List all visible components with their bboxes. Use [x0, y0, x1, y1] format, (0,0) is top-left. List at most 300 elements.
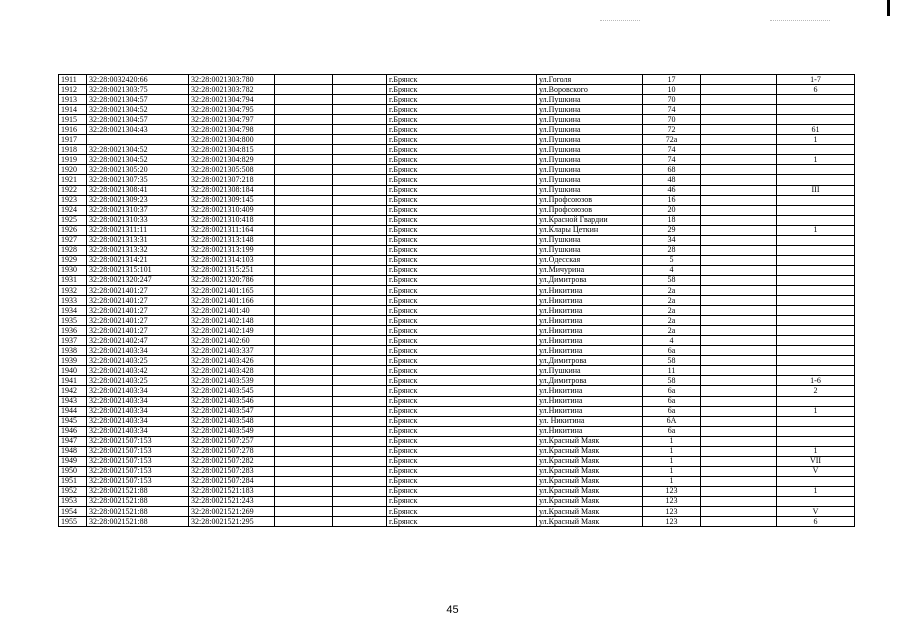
cell-row-index: 1937 [59, 336, 87, 346]
cell-empty-col-c [701, 205, 777, 215]
cell-house-number: 58 [643, 275, 701, 285]
cell-street: ул.Воровского [537, 85, 643, 95]
cell-row-index: 1951 [59, 476, 87, 486]
cell-row-index: 1913 [59, 95, 87, 105]
table-row [59, 476, 855, 486]
cell-row-index: 1912 [59, 85, 87, 95]
cell-cadastral-number: 32:28:0021521:183 [189, 486, 275, 496]
cell-empty-col-a [275, 205, 333, 215]
cell-empty-col-b [333, 366, 387, 376]
cell-old-cadastral-number: 32:28:0021307:35 [87, 175, 189, 185]
cell-apartment [777, 426, 855, 436]
cell-row-index: 1929 [59, 255, 87, 265]
cell-apartment [777, 306, 855, 316]
cell-apartment [777, 275, 855, 285]
cell-empty-col-b [333, 155, 387, 165]
cell-empty-col-c [701, 185, 777, 195]
cell-empty-col-a [275, 225, 333, 235]
cell-empty-col-a [275, 145, 333, 155]
cell-empty-col-a [275, 245, 333, 255]
cell-empty-col-a [275, 376, 333, 386]
cell-house-number: 123 [643, 507, 701, 517]
cell-empty-col-c [701, 95, 777, 105]
cell-apartment: V [777, 507, 855, 517]
table-row [59, 426, 855, 436]
cell-apartment [777, 496, 855, 506]
cell-city: г.Брянск [387, 456, 537, 466]
table-row [59, 165, 855, 175]
cell-old-cadastral-number: 32:28:0021310:37 [87, 205, 189, 215]
cell-old-cadastral-number: 32:28:0021521:88 [87, 496, 189, 506]
cell-cadastral-number: 32:28:0021403:546 [189, 396, 275, 406]
cell-empty-col-b [333, 436, 387, 446]
cell-empty-col-b [333, 85, 387, 95]
cell-cadastral-number: 32:28:0021403:548 [189, 416, 275, 426]
cell-city: г.Брянск [387, 185, 537, 195]
cell-cadastral-number: 32:28:0021403:337 [189, 346, 275, 356]
cell-city: г.Брянск [387, 195, 537, 205]
cell-empty-col-c [701, 486, 777, 496]
table-row [59, 306, 855, 316]
cell-row-index: 1945 [59, 416, 87, 426]
cell-city: г.Брянск [387, 306, 537, 316]
cell-street: ул.Красный Маяк [537, 476, 643, 486]
cell-empty-col-c [701, 155, 777, 165]
cell-street: ул.Пушкина [537, 366, 643, 376]
cell-apartment [777, 476, 855, 486]
cell-street: ул.Профсоюзов [537, 195, 643, 205]
cell-city: г.Брянск [387, 416, 537, 426]
cell-apartment [777, 165, 855, 175]
cell-house-number: 6а [643, 426, 701, 436]
cell-city: г.Брянск [387, 296, 537, 306]
cell-old-cadastral-number: 32:28:0021314:21 [87, 255, 189, 265]
cell-apartment [777, 336, 855, 346]
cell-empty-col-b [333, 517, 387, 527]
cell-cadastral-number: 32:28:0021303:780 [189, 75, 275, 85]
cell-cadastral-number: 32:28:0021315:251 [189, 265, 275, 275]
cell-street: ул.Красный Маяк [537, 436, 643, 446]
cell-row-index: 1955 [59, 517, 87, 527]
cell-street: ул.Красный Маяк [537, 496, 643, 506]
cell-old-cadastral-number: 32:28:0021401:27 [87, 326, 189, 336]
cell-apartment: III [777, 185, 855, 195]
cell-cadastral-number: 32:28:0021303:782 [189, 85, 275, 95]
cell-row-index: 1927 [59, 235, 87, 245]
cell-apartment [777, 205, 855, 215]
cell-house-number: 2а [643, 326, 701, 336]
cell-empty-col-a [275, 175, 333, 185]
cell-empty-col-c [701, 175, 777, 185]
cell-old-cadastral-number: 32:28:0021320:247 [87, 275, 189, 285]
cell-apartment: 1 [777, 225, 855, 235]
cell-old-cadastral-number: 32:28:0021403:34 [87, 416, 189, 426]
cell-cadastral-number: 32:28:0021403:539 [189, 376, 275, 386]
table-row [59, 316, 855, 326]
cell-empty-col-b [333, 476, 387, 486]
table-row [59, 105, 855, 115]
cell-empty-col-b [333, 466, 387, 476]
scan-artifact [600, 20, 640, 22]
cell-apartment [777, 175, 855, 185]
cell-street: ул.Никитина [537, 396, 643, 406]
cell-street: ул.Никитина [537, 406, 643, 416]
cell-old-cadastral-number: 32:28:0021304:43 [87, 125, 189, 135]
cell-empty-col-b [333, 75, 387, 85]
cell-old-cadastral-number: 32:28:0021313:32 [87, 245, 189, 255]
cell-row-index: 1923 [59, 195, 87, 205]
cell-apartment: V [777, 466, 855, 476]
cell-empty-col-a [275, 95, 333, 105]
cell-apartment [777, 145, 855, 155]
cell-cadastral-number: 32:28:0021304:829 [189, 155, 275, 165]
cell-empty-col-b [333, 145, 387, 155]
cell-old-cadastral-number: 32:28:0021401:27 [87, 285, 189, 295]
cell-empty-col-b [333, 135, 387, 145]
cell-old-cadastral-number: 32:28:0021315:101 [87, 265, 189, 275]
cell-empty-col-c [701, 285, 777, 295]
cell-empty-col-b [333, 396, 387, 406]
cell-street: ул.Пушкина [537, 105, 643, 115]
cell-empty-col-c [701, 85, 777, 95]
cell-apartment [777, 316, 855, 326]
cell-old-cadastral-number: 32:28:0021507:153 [87, 466, 189, 476]
cell-city: г.Брянск [387, 517, 537, 527]
cell-apartment [777, 235, 855, 245]
cell-empty-col-a [275, 275, 333, 285]
cell-empty-col-b [333, 496, 387, 506]
cell-city: г.Брянск [387, 175, 537, 185]
cell-row-index: 1919 [59, 155, 87, 165]
cell-cadastral-number: 32:28:0021402:149 [189, 326, 275, 336]
cell-city: г.Брянск [387, 386, 537, 396]
cell-empty-col-a [275, 366, 333, 376]
cell-empty-col-c [701, 476, 777, 486]
cell-house-number: 10 [643, 85, 701, 95]
cell-street: ул.Никитина [537, 386, 643, 396]
cell-house-number: 4 [643, 265, 701, 275]
cell-empty-col-c [701, 215, 777, 225]
cell-row-index: 1921 [59, 175, 87, 185]
cell-cadastral-number: 32:28:0021521:243 [189, 496, 275, 506]
table-row [59, 75, 855, 85]
cell-empty-col-c [701, 386, 777, 396]
cell-row-index: 1918 [59, 145, 87, 155]
table-row [59, 85, 855, 95]
cell-old-cadastral-number: 32:28:0021403:34 [87, 426, 189, 436]
cell-cadastral-number: 32:28:0021313:199 [189, 245, 275, 255]
cell-old-cadastral-number: 32:28:0021309:23 [87, 195, 189, 205]
cell-house-number: 72а [643, 135, 701, 145]
cell-house-number: 70 [643, 115, 701, 125]
cell-city: г.Брянск [387, 215, 537, 225]
cell-empty-col-b [333, 326, 387, 336]
table-row [59, 326, 855, 336]
cell-empty-col-b [333, 346, 387, 356]
cell-empty-col-c [701, 446, 777, 456]
cell-empty-col-c [701, 235, 777, 245]
cell-city: г.Брянск [387, 426, 537, 436]
cell-cadastral-number: 32:28:0021309:145 [189, 195, 275, 205]
cell-old-cadastral-number: 32:28:0021401:27 [87, 306, 189, 316]
cell-old-cadastral-number: 32:28:0021304:57 [87, 95, 189, 105]
cell-cadastral-number: 32:28:0021521:269 [189, 507, 275, 517]
cell-street: ул.Мичурина [537, 265, 643, 275]
cell-cadastral-number: 32:28:0021313:148 [189, 235, 275, 245]
table-row [59, 416, 855, 426]
cell-empty-col-c [701, 406, 777, 416]
cell-row-index: 1926 [59, 225, 87, 235]
cell-empty-col-b [333, 336, 387, 346]
cell-empty-col-c [701, 225, 777, 235]
table-row [59, 386, 855, 396]
cell-street: ул.Гоголя [537, 75, 643, 85]
cell-empty-col-b [333, 125, 387, 135]
cell-empty-col-a [275, 507, 333, 517]
cell-apartment [777, 245, 855, 255]
cell-cadastral-number: 32:28:0021403:549 [189, 426, 275, 436]
cell-empty-col-b [333, 486, 387, 496]
cell-city: г.Брянск [387, 205, 537, 215]
cell-row-index: 1939 [59, 356, 87, 366]
cell-street: ул.Пушкина [537, 115, 643, 125]
cell-old-cadastral-number: 32:28:0021507:153 [87, 436, 189, 446]
cell-city: г.Брянск [387, 135, 537, 145]
cell-old-cadastral-number: 32:28:0021507:153 [87, 446, 189, 456]
cell-old-cadastral-number: 32:28:0021403:34 [87, 346, 189, 356]
cell-house-number: 68 [643, 165, 701, 175]
table-row [59, 486, 855, 496]
cell-empty-col-a [275, 446, 333, 456]
cell-street: ул.Димитрова [537, 275, 643, 285]
cell-empty-col-b [333, 165, 387, 175]
cell-empty-col-a [275, 185, 333, 195]
cell-apartment [777, 265, 855, 275]
cell-empty-col-c [701, 466, 777, 476]
cell-empty-col-a [275, 75, 333, 85]
cell-empty-col-a [275, 115, 333, 125]
cell-empty-col-c [701, 436, 777, 446]
cell-empty-col-a [275, 476, 333, 486]
cell-empty-col-b [333, 316, 387, 326]
cell-cadastral-number: 32:28:0021304:797 [189, 115, 275, 125]
cell-apartment [777, 396, 855, 406]
cell-empty-col-a [275, 265, 333, 275]
table-row [59, 95, 855, 105]
cell-old-cadastral-number: 32:28:0021311:11 [87, 225, 189, 235]
cell-old-cadastral-number: 32:28:0021403:34 [87, 406, 189, 416]
cell-cadastral-number: 32:28:0021304:800 [189, 135, 275, 145]
cell-old-cadastral-number: 32:28:0021401:27 [87, 316, 189, 326]
cell-empty-col-a [275, 296, 333, 306]
table-row [59, 195, 855, 205]
cell-old-cadastral-number: 32:28:0021303:75 [87, 85, 189, 95]
cell-old-cadastral-number: 32:28:0021403:34 [87, 396, 189, 406]
cell-apartment [777, 416, 855, 426]
cell-old-cadastral-number: 32:28:0021401:27 [87, 296, 189, 306]
cell-empty-col-a [275, 406, 333, 416]
cell-street: ул.Пушкина [537, 155, 643, 165]
cell-empty-col-c [701, 376, 777, 386]
cell-street: ул.Пушкина [537, 165, 643, 175]
cell-empty-col-b [333, 416, 387, 426]
cell-city: г.Брянск [387, 95, 537, 105]
cell-city: г.Брянск [387, 85, 537, 95]
cell-row-index: 1936 [59, 326, 87, 336]
cell-old-cadastral-number [87, 135, 189, 145]
cell-empty-col-c [701, 255, 777, 265]
cell-city: г.Брянск [387, 285, 537, 295]
cell-city: г.Брянск [387, 145, 537, 155]
cell-empty-col-c [701, 275, 777, 285]
cell-old-cadastral-number: 32:28:0021304:52 [87, 145, 189, 155]
cell-cadastral-number: 32:28:0021308:184 [189, 185, 275, 195]
cell-empty-col-a [275, 466, 333, 476]
table-row [59, 356, 855, 366]
cell-house-number: 1 [643, 476, 701, 486]
cell-empty-col-b [333, 406, 387, 416]
cell-empty-col-c [701, 426, 777, 436]
table-row [59, 517, 855, 527]
cell-old-cadastral-number: 32:28:0021403:42 [87, 366, 189, 376]
cell-row-index: 1953 [59, 496, 87, 506]
cell-empty-col-a [275, 456, 333, 466]
cell-apartment: 1 [777, 446, 855, 456]
cell-row-index: 1930 [59, 265, 87, 275]
cell-empty-col-c [701, 356, 777, 366]
cell-street: ул.Клары Цеткин [537, 225, 643, 235]
cell-city: г.Брянск [387, 105, 537, 115]
cell-cadastral-number: 32:28:0021507:282 [189, 456, 275, 466]
registry-table [58, 74, 855, 527]
cell-apartment: 2 [777, 386, 855, 396]
cell-street: ул.Пушкина [537, 95, 643, 105]
page-number: 45 [446, 604, 459, 616]
cell-house-number: 123 [643, 517, 701, 527]
cell-house-number: 11 [643, 366, 701, 376]
table-row [59, 366, 855, 376]
cell-street: ул.Красный Маяк [537, 446, 643, 456]
cell-empty-col-a [275, 306, 333, 316]
cell-empty-col-b [333, 275, 387, 285]
cell-old-cadastral-number: 32:28:0021310:33 [87, 215, 189, 225]
cell-city: г.Брянск [387, 326, 537, 336]
cell-cadastral-number: 32:28:0021311:164 [189, 225, 275, 235]
cell-house-number: 58 [643, 376, 701, 386]
cell-row-index: 1934 [59, 306, 87, 316]
cell-cadastral-number: 32:28:0021507:284 [189, 476, 275, 486]
cell-old-cadastral-number: 32:28:0021304:52 [87, 155, 189, 165]
cell-old-cadastral-number: 32:28:0021403:34 [87, 386, 189, 396]
cell-empty-col-b [333, 446, 387, 456]
cell-empty-col-c [701, 507, 777, 517]
cell-house-number: 2а [643, 296, 701, 306]
cell-city: г.Брянск [387, 245, 537, 255]
cell-empty-col-a [275, 165, 333, 175]
cell-house-number: 46 [643, 185, 701, 195]
cell-empty-col-b [333, 356, 387, 366]
cell-empty-col-b [333, 426, 387, 436]
cell-house-number: 1 [643, 466, 701, 476]
cell-apartment: 1-6 [777, 376, 855, 386]
cell-empty-col-b [333, 205, 387, 215]
cell-old-cadastral-number: 32:28:0021304:52 [87, 105, 189, 115]
cell-street: ул.Пушкина [537, 125, 643, 135]
cell-cadastral-number: 32:28:0021320:786 [189, 275, 275, 285]
cell-row-index: 1943 [59, 396, 87, 406]
cell-apartment: 1 [777, 486, 855, 496]
table-row [59, 275, 855, 285]
cell-city: г.Брянск [387, 75, 537, 85]
cell-house-number: 74 [643, 145, 701, 155]
cell-old-cadastral-number: 32:28:0021313:31 [87, 235, 189, 245]
cell-street: ул.Никитина [537, 326, 643, 336]
cell-apartment [777, 195, 855, 205]
cell-empty-col-a [275, 125, 333, 135]
table-row [59, 215, 855, 225]
cell-empty-col-c [701, 396, 777, 406]
cell-empty-col-a [275, 346, 333, 356]
cell-apartment [777, 215, 855, 225]
cell-empty-col-c [701, 316, 777, 326]
cell-empty-col-a [275, 336, 333, 346]
cell-city: г.Брянск [387, 275, 537, 285]
cell-city: г.Брянск [387, 225, 537, 235]
cell-city: г.Брянск [387, 396, 537, 406]
cell-street: ул.Никитина [537, 346, 643, 356]
cell-house-number: 16 [643, 195, 701, 205]
cell-house-number: 4 [643, 336, 701, 346]
cell-empty-col-a [275, 416, 333, 426]
cell-empty-col-c [701, 135, 777, 145]
cell-house-number: 70 [643, 95, 701, 105]
cell-row-index: 1911 [59, 75, 87, 85]
cell-empty-col-c [701, 105, 777, 115]
cell-row-index: 1933 [59, 296, 87, 306]
table-row [59, 466, 855, 476]
cell-apartment [777, 255, 855, 265]
cell-house-number: 18 [643, 215, 701, 225]
cell-old-cadastral-number: 32:28:0021521:88 [87, 507, 189, 517]
cell-apartment [777, 115, 855, 125]
cell-empty-col-b [333, 175, 387, 185]
cell-city: г.Брянск [387, 496, 537, 506]
cell-street: ул.Профсоюзов [537, 205, 643, 215]
cell-house-number: 74 [643, 155, 701, 165]
table-row [59, 446, 855, 456]
cell-empty-col-b [333, 245, 387, 255]
cell-empty-col-c [701, 346, 777, 356]
cell-row-index: 1932 [59, 285, 87, 295]
cell-street: ул.Пушкина [537, 235, 643, 245]
cell-empty-col-b [333, 456, 387, 466]
cell-cadastral-number: 32:28:0021310:409 [189, 205, 275, 215]
cell-row-index: 1920 [59, 165, 87, 175]
cell-apartment [777, 105, 855, 115]
cell-apartment: 61 [777, 125, 855, 135]
cell-house-number: 48 [643, 175, 701, 185]
cell-city: г.Брянск [387, 436, 537, 446]
cell-street: ул.Красный Маяк [537, 456, 643, 466]
cell-empty-col-a [275, 396, 333, 406]
cell-house-number: 1 [643, 436, 701, 446]
table-row [59, 406, 855, 416]
cell-empty-col-b [333, 285, 387, 295]
cell-old-cadastral-number: 32:28:0021402:47 [87, 336, 189, 346]
cell-apartment: 6 [777, 517, 855, 527]
cell-city: г.Брянск [387, 165, 537, 175]
cell-cadastral-number: 32:28:0021403:426 [189, 356, 275, 366]
